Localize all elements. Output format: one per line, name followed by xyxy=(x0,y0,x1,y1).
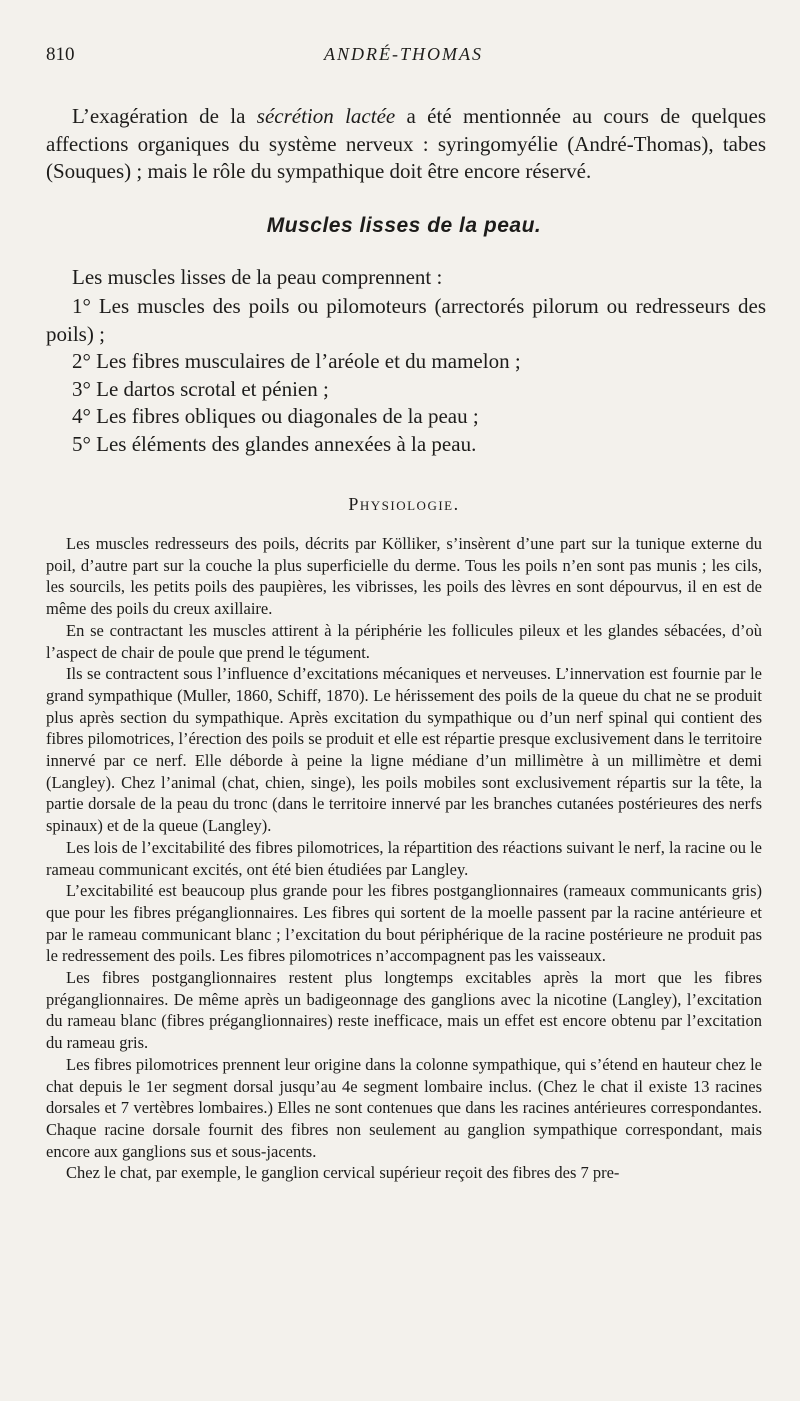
paragraph: Les fibres postganglionnaires restent plus longtemps excitables après la mort que les fibres préganglionnaires. De même après un badigeonnage des ganglions avec la nicotine (Langley), l’excitation du rameau blanc (fibres préganglionnaires) reste inefficace, mais un effet est encore obtenu par l’excitation du rameau gris. xyxy=(46,968,762,1053)
paragraph: L’excitabilité est beaucoup plus grande pour les fibres postganglionnaires (rameaux communicants gris) que pour les fibres préganglionnaires. Les fibres qui sortent de la moelle passent par la racine antérieure et par le rameau communicant blanc ; l’excitation du bout périphérique de la racine postérieure ne produit pas le redressement des poils. Les fibres pilomotrices n’accompagnent pas les vaisseaux. xyxy=(46,881,762,966)
running-head: ANDRÉ-THOMAS xyxy=(324,44,483,64)
lead-paragraph xyxy=(46,103,766,186)
lead-text-after: a été mentionnée au cours de quelques affections organiques du système nerveux : syringomyélie (André-Thomas), tabes (Souques) ; mais le rôle du sympathique doit être encore réservé. xyxy=(46,104,766,183)
paragraph: Les fibres pilomotrices prennent leur origine dans la colonne sympathique, qui s’étend en hauteur chez le chat depuis le 1er segment dorsal jusqu’au 4e segment lombaire inclus. (Chez le chat il existe 13 racines dorsales et 7 vertèbres lombaires.) Elles ne sont contenues que dans les racines antérieures correspondantes. Chaque racine dorsale fournit des fibres non seulement au ganglion sympathique correspondant, mais encore aux ganglions sus et sous-jacents. xyxy=(46,1054,762,1161)
page-header xyxy=(46,44,761,70)
lead-emphasis: sécrétion lactée xyxy=(256,104,396,128)
list-item: 4° Les fibres obliques ou diagonales de la peau ; xyxy=(72,404,479,428)
paragraph: Les muscles redresseurs des poils, décrits par Kölliker, s’insèrent d’une part sur la tunique externe du poil, d’autre part sur la couche la plus superficielle du derme. Tous les poils n’en sont pas munis ; les cils, les sourcils, les petits poils des paupières, les vibrisses, les poils des lèvres en sont dépourvus, il en est de même des poils du creux axillaire. xyxy=(46,534,762,619)
paragraph: Les lois de l’excitabilité des fibres pilomotrices, la répartition des réactions suivant le nerf, la racine ou le rameau communicant excités, ont été bien étudiées par Langley. xyxy=(46,837,762,879)
paragraph: Chez le chat, par exemple, le ganglion cervical supérieur reçoit des fibres des 7 pre- xyxy=(66,1163,620,1183)
paragraph: Ils se contractent sous l’influence d’excitations mécaniques et nerveuses. L’innervation est fournie par le grand sympathique (Muller, 1860, Schiff, 1870). Le hérissement des poils de la queue du chat ne se produit plus après section du sympathique. Après excitation du sympathique ou d’un nerf spinal qui contient des fibres pilomotrices, l’érection des poils se produit et elle est répartie presque exclusivement dans le territoire innervé par ce nerf. Elle déborde à peine la ligne médiane d’un millimètre à un millimètre et demi (Langley). Chez l’animal (chat, chien, singe), les poils mobiles sont exclusivement répartis sur la tête, la partie dorsale de la peau du tronc (dans le territoire innervé par les branches cutanées postérieures des nerfs spinaux) et de la queue (Langley). xyxy=(46,664,762,836)
list-item: 5° Les éléments des glandes annexées à la peau. xyxy=(72,431,477,456)
page-number: 810 xyxy=(46,44,75,65)
numbered-list xyxy=(46,293,766,458)
paragraph: En se contractant les muscles attirent à la périphérie les follicules pileux et les glandes sébacées, d’où l’aspect de chair de poule que prend le tégument. xyxy=(46,620,762,662)
list-item: 2° Les fibres musculaires de l’aréole et du mamelon ; xyxy=(72,349,521,373)
lead-text-before: L’exagération de la xyxy=(72,104,257,128)
list-intro: Les muscles lisses de la peau comprennent : xyxy=(72,265,443,289)
list-item: 1° Les muscles des poils ou pilomoteurs (arrectorés pilorum ou redresseurs des poils) ; xyxy=(46,294,766,346)
list-item: 3° Le dartos scrotal et pénien ; xyxy=(72,376,329,401)
subsection-title xyxy=(46,494,762,515)
section-title: Muscles lisses de la peau. xyxy=(266,214,542,237)
subsection-title-text: Physiologie. xyxy=(348,494,460,514)
body-text xyxy=(46,533,762,1184)
